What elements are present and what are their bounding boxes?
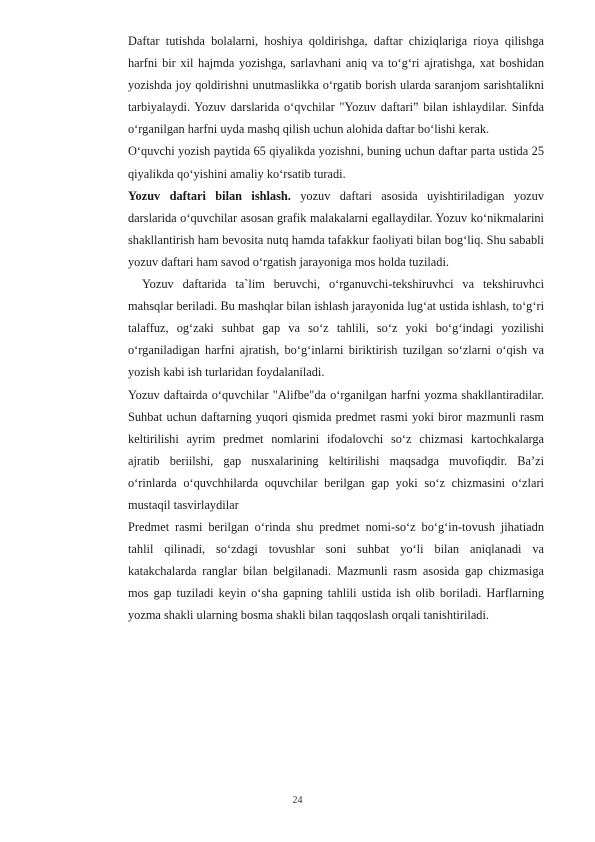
section-heading: Yozuv daftari bilan ishlash. [128,188,291,203]
paragraph-3 [128,185,544,273]
paragraph-1: Daftar tutishda bolalarni, hoshiya qoldirishga, daftar chiziqlariga rioya qilishga harfni bir xil hajmda yozishga, sarlavhani aniq va to‘g‘ri ajratishga, xat boshidan yozishda joy qoldirishni unutmaslikka o‘rgatib borish ularda saranjom sarishtalikni tarbiyalaydi. Yozuv darslarida o‘qvchilar "Yozuv daftari” bilan ishlaydilar. Sinfda o‘rganilgan harfni uyda mashq qilish uchun alohida daftar bo‘lishi kerak. [128,34,544,137]
paragraph-3-text: yozuv daftari asosida uyishtiriladigan yozuv darslarida o‘quvchilar asosan grafik malakalarni egallaydilar. Yozuv ko‘nikmalarini shakllantirish ham bevosita nutq hamda tafakkur faoliyati bilan bog‘liq. Shu sababli yozuv daftari ham savod o‘rgatish jarayoniga mos holda tuziladi. [128,188,544,269]
document-page [128,30,544,627]
paragraph-4: Yozuv daftarida ta`lim beruvchi, o‘rganuvchi-tekshiruvhci va tekshiruvhci mahsqlar beriladi. Bu mashqlar bilan ishlash jarayonida lug‘at ustida ishlash, to‘g‘ri talaffuz, og‘zaki suhbat gap va so‘z tahlili, so‘z yoki bo‘g‘indagi yozilishi o‘rganiladigan harfni ajratish, bo‘g‘inlarni biriktirish tuzilgan so‘zlarni o‘qish va yozish kabi ish turlaridan foydalaniladi. [128,277,544,380]
page-number: 24 [292,795,303,806]
paragraph-2: O‘quvchi yozish paytida 65 qiyalikda yozishni, buning uchun daftar parta ustida 25 qiyalikda qo‘yishini amaliy ko‘rsatib turadi. [128,144,544,181]
paragraph-5: Yozuv daftairda o‘quvchilar "Alifbe"da o‘rganilgan harfni yozma shakllantiradilar. Suhbat uchun daftarning yuqori qismida predmet rasmi yoki biror mazmunli rasm keltirilishi ayrim predmet nomlarini ifodalovchi so‘z chizmasi kartochkalarga ajratib beriilshi, gap nusxalarining keltirilishi maqsadga muvofiqdir. Ba’zi o‘rinlarda o‘quvchhilarda oquvchilar berilgan gap yoki so‘z chizmasini o‘zlari mustaqil tasvirlaydilar [128,387,544,512]
paragraph-6: Predmet rasmi berilgan o‘rinda shu predmet nomi-so‘z bo‘g‘in-tovush jihatiadn tahlil qilinadi, so‘zdagi tovushlar soni suhbat yo‘li bilan aniqlanadi va katakchalarda ranglar bilan belgilanadi. Mazmunli rasm asosida gap chizmasiga mos gap tuziladi keyin o‘sha gapning tahlili ustida ish olib boriladi. Harflarning yozma shakli ularning bosma shakli bilan taqqoslash orqali tanishtiriladi. [128,520,544,623]
